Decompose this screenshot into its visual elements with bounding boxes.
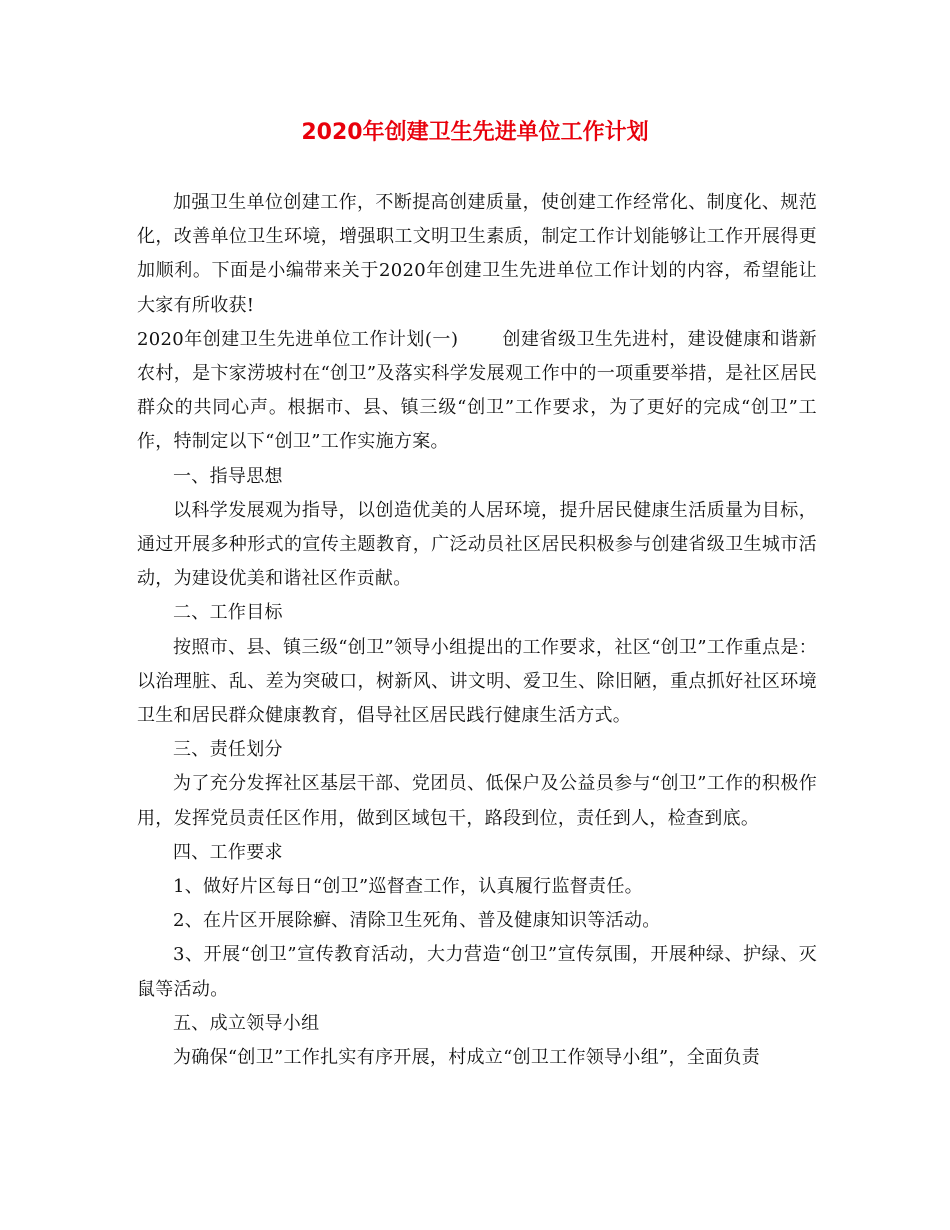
document-title: 2020年创建卫生先进单位工作计划 [301,120,649,145]
section-1-body: 以科学发展观为指导，以创造优美的人居环境，提升居民健康生活质量为目标，通过开展多种形式的宣传主题教育，广泛动员社区居民积极参与创建省级卫生城市活动，为建设优美和谐社区作贡献。 [137,499,817,590]
requirement-1: 1、做好片区每日“创卫”巡督查工作，认真履行监督责任。 [173,876,643,898]
section-1-title: 一、指导思想 [173,465,283,487]
plan-intro-text: 创建省级卫生先进村，建设健康和谐新农村，是卞家涝坡村在“创卫”及落实科学发展观工作中的一项重要举措，是社区居民群众的共同心声。根据市、县、镇三级“创卫”工作要求，为了更好的完成“创卫”工作，特制定以下“创卫”工作实施方案。 [137,328,817,453]
section-2-title: 二、工作目标 [173,602,283,624]
requirement-2: 2、在片区开展除癣、清除卫生死角、普及健康知识等活动。 [173,910,661,932]
plan-paragraph [137,323,817,460]
section-3-title: 三、责任划分 [173,739,283,761]
document-body [137,186,817,1075]
section-2-body: 按照市、县、镇三级“创卫”领导小组提出的工作要求，社区“创卫”工作重点是：以治理脏、乱、差为突破口，树新风、讲文明、爱卫生、除旧陋，重点抓好社区环境卫生和居民群众健康教育，倡导社区居民践行健康生活方式。 [137,636,817,727]
section-5-title: 五、成立领导小组 [173,1012,320,1034]
section-3-body: 为了充分发挥社区基层干部、党团员、低保户及公益员参与“创卫”工作的积极作用，发挥党员责任区作用，做到区域包干，路段到位，责任到人，检查到底。 [137,773,817,829]
requirement-3: 3、开展“创卫”宣传教育活动，大力营造“创卫”宣传氛围，开展种绿、护绿、灭鼠等活动。 [137,944,817,1000]
intro-paragraph: 加强卫生单位创建工作，不断提高创建质量，使创建工作经常化、制度化、规范化，改善单位卫生环境，增强职工文明卫生素质，制定工作计划能够让工作开展得更加顺利。下面是小编带来关于2020年创建卫生先进单位工作计划的内容，希望能让大家有所收获! [137,192,817,316]
plan-heading: 2020年创建卫生先进单位工作计划(一) [137,328,459,350]
section-4-title: 四、工作要求 [173,841,283,863]
section-5-body: 为确保“创卫”工作扎实有序开展，村成立“创卫工作领导小组”，全面负责 [173,1047,761,1069]
